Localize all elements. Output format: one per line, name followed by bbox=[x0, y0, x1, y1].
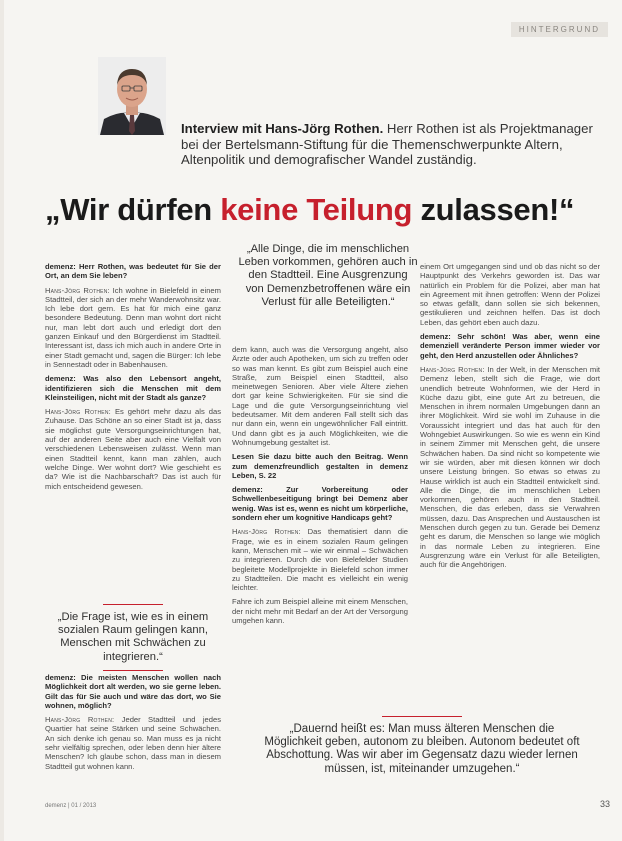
answer-3-text: Jeder Stadtteil und jedes Quartier hat seine Stärken und seine Schwächen. An sich denke ich genau so. Man muss es ja nicht sehr vielfältig sprechen, oder leben denn hier ältere Menschen? Ich glaube schon, dass man in diesem Stadtteil gut wohnen kann. bbox=[45, 715, 221, 771]
speaker-name: Hans-Jörg Rothen: bbox=[232, 527, 301, 537]
answer-3 bbox=[45, 715, 221, 771]
paragraph-col3-1: einem Ort umgegangen sind und ob das nicht so der Hauptpunkt des Verkehrs geworden ist. Das war natürlich ein Problem für die Polizei, aber man hat ein Agreement mit ihnen getroffen: Wenn der Polizei so etwas gefällt, dann sollen sie sich bekennen, gestikulieren und zeichnen helfen. Das ist doch Leben, das gehört eben auch dazu. bbox=[420, 262, 600, 327]
answer-2 bbox=[45, 407, 221, 491]
quote-rule bbox=[382, 716, 462, 717]
answer-2-text: Es gehört mehr dazu als das Zuhause. Das Schöne an so einer Stadt ist ja, dass sie möglichst gute Versorgungseinrichtungen hat, auf der anderen Seite aber auch eine Vielfalt von verschiedenen Lebensweisen zulässt. Wenn man einen Stadtteil kennt, kann man zählen, auch welche Dinge. Wer wohnt dort? Wie geschieht es da? Wie ist die Nachbarschaft? Das ist auch für mich entscheidend gewesen. bbox=[45, 407, 221, 491]
speaker-name: Hans-Jörg Rothen: bbox=[45, 407, 111, 417]
column-1-bottom bbox=[45, 673, 221, 776]
headline bbox=[45, 192, 574, 228]
column-1 bbox=[45, 262, 221, 496]
section-label: HINTERGRUND bbox=[511, 22, 608, 37]
portrait-photo bbox=[98, 57, 166, 135]
pull-quote-2-text: „Die Frage ist, wie es in einem sozialen Raum gelingen kann, Menschen mit Schwächen zu integrieren.“ bbox=[57, 611, 209, 663]
pull-quote-3-text: „Dauernd heißt es: Man muss älteren Menschen die Möglichkeit geben, autonom zu bleiben. Autonom bedeutet oft Abschottung. Was wir aber im Gegensatz dazu wieder lernen müssen, ist, miteinander umzugehen.“ bbox=[264, 723, 580, 775]
answer-1-text: Ich wohne in Bielefeld in einem Stadtteil, der sich an der mehr Wanderwohnsitz war. Ich lebe dort gern. Es hat für mich eine ganz besondere Bedeutung. Denn man wohnt dort nicht nur, man lebt dort auch und erledigt dort den ganzen Einkauf und den Bürgerdienst im Stadtteil. Interessant ist, dass ich mich auch in andere Orte in einer Stadt gemacht und, sagen die Bürger: Ich lebe in Sennestadt oder in Babenhausen. bbox=[45, 285, 221, 369]
quote-rule bbox=[103, 670, 163, 671]
column-2 bbox=[232, 345, 408, 630]
column-3 bbox=[420, 262, 600, 575]
interviewee-name: Interview mit Hans-Jörg Rothen. bbox=[181, 121, 384, 136]
intro-text: Herr Rothen ist als Projektmanager bei der Bertelsmann-Stiftung für die Themenschwerpunkte Altern, Altenpolitik und demografischer Wandel zuständig. bbox=[181, 121, 593, 167]
page-number: 33 bbox=[599, 799, 610, 809]
answer-5 bbox=[420, 365, 600, 570]
speaker-name: Hans-Jörg Rothen: bbox=[45, 715, 115, 725]
reference-note: Lesen Sie dazu bitte auch den Beitrag. Wenn zum demenzfreundlich gestalten in demenz Leben, S. 22 bbox=[232, 452, 408, 480]
answer-4 bbox=[232, 527, 408, 592]
question-1: demenz: Herr Rothen, was bedeutet für Sie der Ort, an dem Sie leben? bbox=[45, 262, 221, 281]
headline-close: zulassen!“ bbox=[412, 192, 575, 227]
headline-accent: keine Teilung bbox=[220, 192, 413, 227]
question-5: demenz: Sehr schön! Was aber, wenn eine demenziell veränderte Person immer wieder vor geht, den Herd anzustellen oder Ähnliches? bbox=[420, 332, 600, 360]
answer-4-text: Das thematisiert dann die Frage, wie es in einem sozialen Raum gelingen kann, Menschen mit – wie wir einmal – Schwächen zu integrieren. Durch die von Bielefelder Studien begleitete Modellprojekte in Bielefeld schon immer zu Stadtteilen. Die macht es vielleicht ein wenig leichter. bbox=[232, 527, 408, 593]
question-3: demenz: Die meisten Menschen wollen nach Möglichkeit dort alt werden, wo sie gerne leben. Gilt das für Sie auch und wäre das dort, wo Sie wohnen, möglich? bbox=[45, 673, 221, 710]
interview-intro bbox=[181, 121, 611, 168]
pull-quote-1 bbox=[238, 243, 418, 309]
pull-quote-2 bbox=[45, 600, 221, 677]
footer-issue: demenz | 01 / 2013 bbox=[45, 803, 97, 809]
paragraph-col2-5: Fahre ich zum Beispiel alleine mit einem Menschen, der nicht mehr mit Bedarf an der Art der Versorgung umgehen kann. bbox=[232, 597, 408, 626]
answer-5-text: In der Welt, in der Menschen mit Demenz leben, stellt sich die Frage, wie dort unendlich betreute Wohnformen, wie der Herd in Küche dazu gibt, eine gute Art zu betreuen, die Menschen in ihrem normalen Umgebungen dann an ihrer Möglichkeit. Wird sie wohl im Zuhause in die Voraussicht integriert und das hat auch für den Wohngebiet Auswirkungen. So wie es wenn ein Kind in seinem Zimmer mit Menschen geht, die unsere Schwächen haben. Da sind nicht so kompetente wie wir sie würden, aber mit diesen können wir doch unsere Leistung bringen. So etwas so etwas zu Hause wirklich ist auch ein Stadtteil entwickelt sind. Alle die Dinge, die im menschlichen Leben vorkommen, gehören auch in den Stadtteil. Menschen, die das erleben, dass sie Verwahren müssen, dazu. Das Ansprechen und Austauschen ist Menschen durch gegen zu tun. Gerade bei Demenz geht es darum, die Menschen so lange wie möglich in das normale Leben zu integrieren. Eine Ausgrenzung wäre ein Verlust für alle Beteiligten, auch für die Angehörigen. bbox=[420, 364, 600, 570]
paragraph-col2-1: dem kann, auch was die Versorgung angeht, also Ärzte oder auch Apotheken, um sich zu treffen oder so was man kennt. Es gibt zum Beispiel auch eine Straße, zum Beispiel einen Stadtteil, also meinetwegen Senioren. Aber viele Ältere ziehen dort gar keine Schwierigkeiten. Für sie sind die Lage und die gute Versorgungseinrichtung viel bedeutsamer. Mit dem anderen Fall stellt sich das nur dann ein, wenn ein ungewöhnlicher Fall eintritt. Und dann gibt es ja auch Möglichkeiten, wie die Wohnumgebung gestaltet ist. bbox=[232, 345, 408, 447]
speaker-name: Hans-Jörg Rothen: bbox=[420, 364, 485, 374]
pull-quote-1-text: „Alle Dinge, die im menschlichen Leben vorkommen, gehören auch in den Stadtteil. Eine Ausgrenzung von Demenzbetroffenen wäre ein Verlust für alle Beteiligten.“ bbox=[238, 243, 418, 308]
quote-rule bbox=[103, 604, 163, 605]
headline-open: „Wir dürfen bbox=[45, 192, 221, 227]
speaker-name: Hans-Jörg Rothen: bbox=[45, 285, 110, 295]
answer-1 bbox=[45, 286, 221, 370]
page-gutter bbox=[0, 0, 4, 841]
question-4: demenz: Zur Vorbereitung oder Schwellenbeseitigung bringt bei Demenz aber wenig. Was ist es, wenn es nicht um körperliche, sondern eher um kognitive Handicaps geht? bbox=[232, 485, 408, 523]
pull-quote-3 bbox=[262, 712, 582, 776]
question-2: demenz: Was also den Lebensort angeht, identifizieren sich die Menschen mit dem Kleinsteiligen, nicht mit der Stadt als ganze? bbox=[45, 374, 221, 402]
portrait-image bbox=[98, 57, 166, 135]
